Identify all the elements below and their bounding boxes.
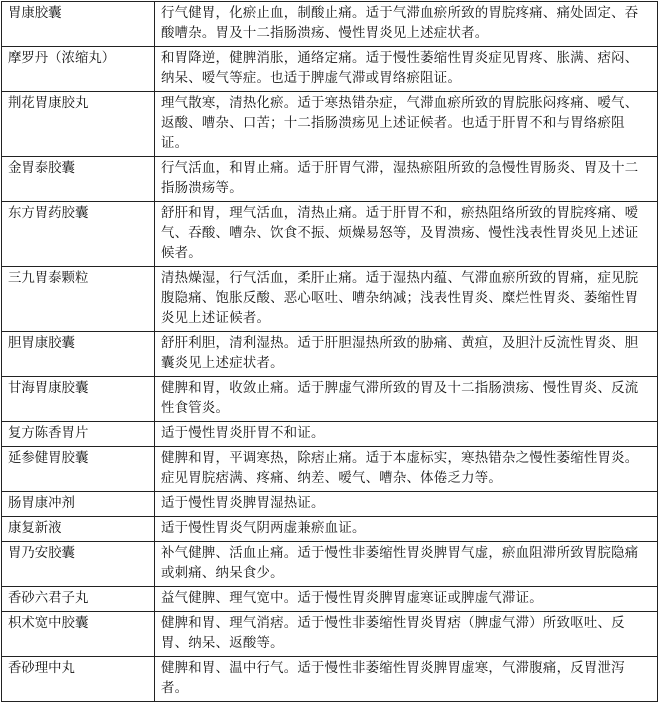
- table-row: [2, 612, 658, 657]
- table-row: [2, 422, 658, 447]
- table-row: [2, 492, 658, 517]
- drug-description-cell: 适于慢性胃炎气阴两虚兼瘀血证。: [155, 517, 658, 542]
- drug-name-cell: 复方陈香胃片: [2, 422, 155, 447]
- drug-name-cell: 荆花胃康胶丸: [2, 92, 155, 157]
- drug-name-cell: 金胃泰胶囊: [2, 157, 155, 202]
- drug-name-cell: 胃乃安胶囊: [2, 542, 155, 587]
- table-row: [2, 517, 658, 542]
- table-row: [2, 332, 658, 377]
- table-row: [2, 657, 658, 702]
- drug-description-cell: 行气健胃，化瘀止血，制酸止痛。适于气滞血瘀所致的胃脘疼痛、痛处固定、吞酸嘈杂。胃及十二指肠溃疡、慢性胃炎见上述症状者。: [155, 2, 658, 47]
- drug-description-cell: 清热燥湿，行气活血，柔肝止痛。适于湿热内蕴、气滞血瘀所致的胃痛，症见脘腹隐痛、饱胀反酸、恶心呕吐、嘈杂纳减；浅表性胃炎、糜烂性胃炎、萎缩性胃炎见上述证候者。: [155, 267, 658, 332]
- drug-name-cell: 摩罗丹（浓缩丸）: [2, 47, 155, 92]
- drug-name-cell: 东方胃药胶囊: [2, 202, 155, 267]
- drug-name-cell: 延参健胃胶囊: [2, 447, 155, 492]
- drug-table: [1, 1, 658, 702]
- drug-description-cell: 健脾和胃、理气消痞。适于慢性非萎缩性胃炎胃痞（脾虚气滞）所致呕吐、反胃、纳呆、返酸等。: [155, 612, 658, 657]
- table-row: [2, 267, 658, 332]
- drug-description-cell: 适于慢性胃炎肝胃不和证。: [155, 422, 658, 447]
- table-row: [2, 377, 658, 422]
- drug-table-body: [2, 2, 658, 702]
- drug-description-cell: 舒肝和胃，理气活血，清热止痛。适于肝胃不和，瘀热阻络所致的胃脘疼痛、嗳气、吞酸、嘈杂、饮食不振、烦燥易怒等，及胃溃疡、慢性浅表性胃炎见上述证候者。: [155, 202, 658, 267]
- drug-name-cell: 康复新液: [2, 517, 155, 542]
- drug-description-cell: 健脾和胃、温中行气。适于慢性非萎缩性胃炎脾胃虚寒，气滞腹痛，反胃泄泻者。: [155, 657, 658, 702]
- drug-description-cell: 健脾和胃，收敛止痛。适于脾虚气滞所致的胃及十二指肠溃疡、慢性胃炎、反流性食管炎。: [155, 377, 658, 422]
- drug-description-cell: 理气散寒，清热化瘀。适于寒热错杂症，气滞血瘀所致的胃脘胀闷疼痛、嗳气、返酸、嘈杂、口苦；十二指肠溃疡见上述证候者。也适于肝胃不和与胃络瘀阻证。: [155, 92, 658, 157]
- table-row: [2, 587, 658, 612]
- table-row: [2, 542, 658, 587]
- drug-name-cell: 香砂理中丸: [2, 657, 155, 702]
- table-row: [2, 202, 658, 267]
- drug-name-cell: 三九胃泰颗粒: [2, 267, 155, 332]
- drug-name-cell: 肠胃康冲剂: [2, 492, 155, 517]
- drug-description-cell: 和胃降逆，健脾消胀，通络定痛。适于慢性萎缩性胃炎症见胃疼、胀满、痞闷、纳呆、嗳气等症。也适于脾虚气滞或胃络瘀阻证。: [155, 47, 658, 92]
- drug-description-cell: 行气活血，和胃止痛。适于肝胃气滞，湿热瘀阻所致的急慢性胃肠炎、胃及十二指肠溃疡等。: [155, 157, 658, 202]
- drug-name-cell: 甘海胃康胶囊: [2, 377, 155, 422]
- table-row: [2, 92, 658, 157]
- table-row: [2, 2, 658, 47]
- drug-description-cell: 舒肝利胆，清利湿热。适于肝胆湿热所致的胁痛、黄疸，及胆汁反流性胃炎、胆囊炎见上述症状者。: [155, 332, 658, 377]
- drug-name-cell: 香砂六君子丸: [2, 587, 155, 612]
- drug-name-cell: 枳术宽中胶囊: [2, 612, 155, 657]
- drug-name-cell: 胃康胶囊: [2, 2, 155, 47]
- table-row: [2, 157, 658, 202]
- drug-description-cell: 健脾和胃，平调寒热，除痞止痛。适于本虚标实，寒热错杂之慢性萎缩性胃炎。症见胃脘痞满、疼痛、纳差、嗳气、嘈杂、体倦乏力等。: [155, 447, 658, 492]
- table-row: [2, 47, 658, 92]
- table-row: [2, 447, 658, 492]
- drug-name-cell: 胆胃康胶囊: [2, 332, 155, 377]
- drug-description-cell: 补气健脾、活血止痛。适于慢性非萎缩性胃炎脾胃气虚，瘀血阻滞所致胃脘隐痛或刺痛、纳呆食少。: [155, 542, 658, 587]
- drug-description-cell: 益气健脾、理气宽中。适于慢性胃炎脾胃虚寒证或脾虚气滞证。: [155, 587, 658, 612]
- drug-description-cell: 适于慢性胃炎脾胃湿热证。: [155, 492, 658, 517]
